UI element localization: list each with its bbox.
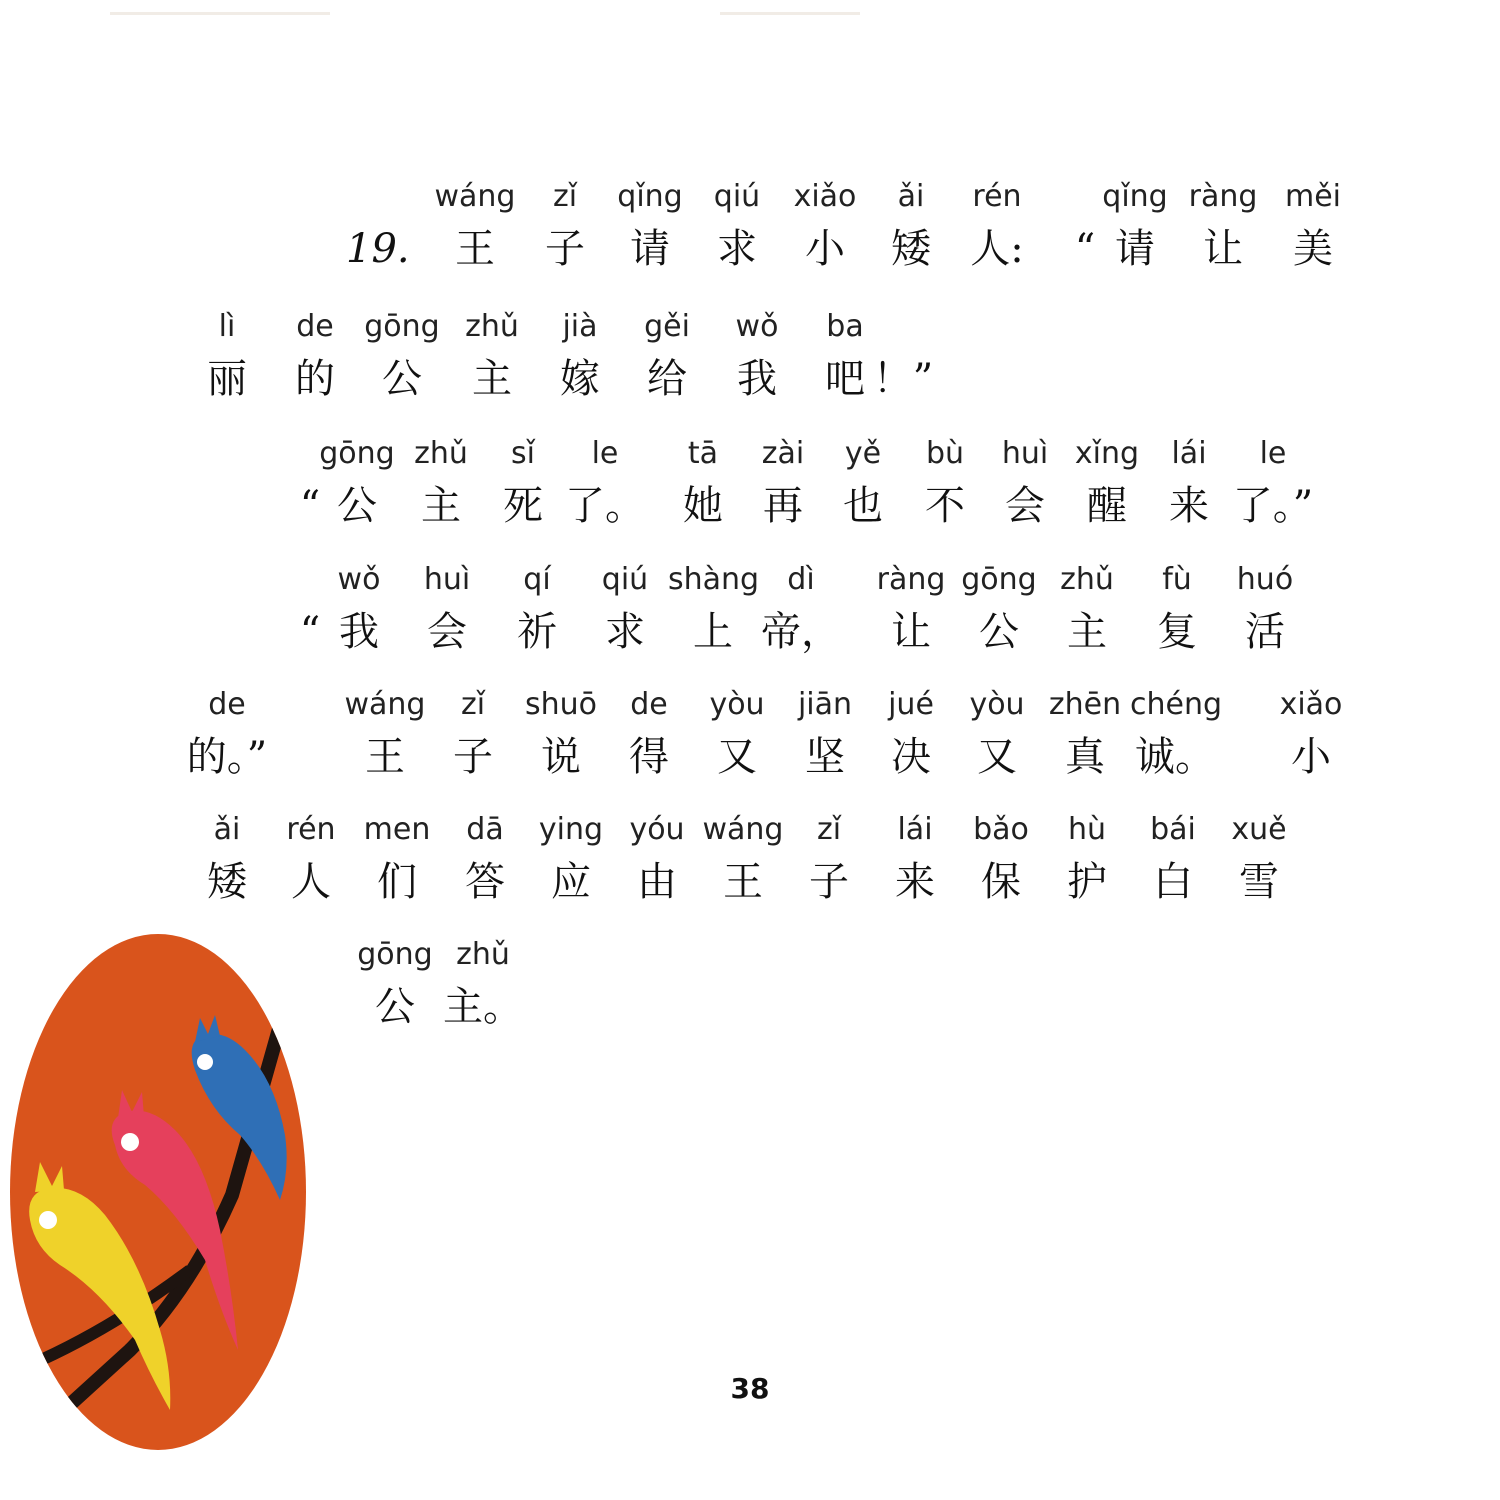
hanzi-character: 应 <box>551 859 591 905</box>
hanzi-character: 的。” <box>186 734 268 780</box>
pinyin-token <box>1128 808 1218 912</box>
pinyin-token <box>604 683 694 787</box>
pinyin-token <box>900 432 990 536</box>
pinyin-syllable: gōng <box>319 436 395 471</box>
paragraph-number: 19. <box>346 226 410 272</box>
pinyin-token <box>1228 432 1318 536</box>
pinyin-token <box>780 683 870 787</box>
pinyin-syllable: ǎi <box>213 812 241 847</box>
pinyin-token <box>870 808 960 912</box>
hanzi-character: 又 <box>977 734 1017 780</box>
pinyin-syllable: yóu <box>629 812 685 847</box>
pinyin-token <box>1062 432 1152 536</box>
pinyin-syllable: lái <box>1171 436 1207 471</box>
hanzi-character: 会 <box>1005 483 1045 529</box>
pinyin-token <box>1214 808 1304 912</box>
hanzi-character: 王 <box>365 734 405 780</box>
pinyin-syllable: bù <box>925 436 965 471</box>
pinyin-token <box>478 432 568 536</box>
pinyin-token <box>1144 432 1234 536</box>
hanzi-character: 们 <box>377 859 417 905</box>
pinyin-token <box>1040 683 1130 787</box>
hanzi-character: 公 <box>337 483 377 529</box>
hanzi-character: 主 <box>421 483 461 529</box>
hanzi-character: 真 <box>1065 734 1105 780</box>
hanzi-character: 请 <box>630 226 670 272</box>
pinyin-token <box>980 432 1070 536</box>
pinyin-token <box>858 305 948 409</box>
pinyin-token <box>866 683 956 787</box>
pinyin-syllable: zài <box>761 436 805 471</box>
pinyin-syllable: jué <box>888 687 934 722</box>
text-line <box>0 558 1500 668</box>
pinyin-syllable: dì <box>787 562 815 597</box>
pinyin-token <box>712 305 802 409</box>
pinyin-syllable: zhǔ <box>414 436 468 471</box>
pinyin-syllable: ràng <box>1188 179 1258 214</box>
pinyin-syllable: jiān <box>797 687 853 722</box>
pinyin-token <box>428 683 518 787</box>
pinyin-token <box>952 175 1042 279</box>
pinyin-syllable: xiǎo <box>793 179 857 214</box>
hanzi-character: 主 <box>472 356 512 402</box>
hanzi-character: 人 <box>291 859 331 905</box>
hanzi-character: ！” <box>872 356 934 402</box>
pinyin-syllable: yě <box>844 436 882 471</box>
pinyin-token <box>402 558 492 662</box>
hanzi-character: 主。 <box>443 984 523 1030</box>
pinyin-token <box>866 175 956 279</box>
hanzi-character: 子 <box>809 859 849 905</box>
hanzi-character: 保 <box>981 859 1021 905</box>
text-line <box>0 175 1500 285</box>
pinyin-syllable: de <box>296 309 334 344</box>
hanzi-character: 来 <box>1169 483 1209 529</box>
text-line <box>0 432 1500 542</box>
hanzi-character: 吧 <box>825 356 865 402</box>
pinyin-token <box>396 432 486 536</box>
pinyin-syllable: zǐ <box>460 687 486 722</box>
pinyin-token <box>314 558 404 662</box>
hanzi-character: 雪 <box>1239 859 1279 905</box>
pinyin-token <box>350 933 440 1037</box>
hanzi-character: 诚。 <box>1135 734 1215 780</box>
hanzi-character: 美 <box>1293 226 1333 272</box>
hanzi-character: 醒 <box>1087 483 1127 529</box>
pinyin-syllable: qiú <box>713 179 761 214</box>
pinyin-syllable: yòu <box>969 687 1025 722</box>
pinyin-syllable: zhǔ <box>456 937 510 972</box>
pinyin-token <box>430 175 520 279</box>
pinyin-syllable: huì <box>1001 436 1049 471</box>
pinyin-syllable: qiú <box>601 562 649 597</box>
pinyin-syllable: de <box>208 687 246 722</box>
hanzi-character: 求 <box>605 609 645 655</box>
pinyin-syllable: zǐ <box>552 179 578 214</box>
pinyin-token <box>270 305 360 409</box>
pinyin-syllable: ràng <box>876 562 946 597</box>
pinyin-token <box>182 683 272 787</box>
pinyin-token <box>182 808 272 912</box>
pinyin-token <box>698 808 788 912</box>
hanzi-character: 的 <box>295 356 335 402</box>
hanzi-character: 让 <box>1203 226 1243 272</box>
text-line <box>0 305 1500 415</box>
hanzi-character: 公 <box>979 609 1019 655</box>
pinyin-token <box>1266 683 1356 787</box>
pinyin-token <box>622 305 712 409</box>
pinyin-token <box>438 933 528 1037</box>
hanzi-character: 了。 <box>565 483 645 529</box>
pinyin-token <box>668 558 758 662</box>
pinyin-token <box>492 558 582 662</box>
pinyin-syllable: wǒ <box>735 309 779 344</box>
pinyin-syllable: zhǔ <box>1060 562 1114 597</box>
pinyin-syllable: wáng <box>344 687 426 722</box>
pinyin-syllable: tā <box>687 436 719 471</box>
pinyin-syllable: men <box>363 812 431 847</box>
pinyin-token <box>440 808 530 912</box>
hanzi-character: 王 <box>455 226 495 272</box>
hanzi-character: “ <box>299 483 321 529</box>
hanzi-character: 白 <box>1153 859 1193 905</box>
pinyin-syllable: rén <box>286 812 336 847</box>
scan-mark <box>720 12 860 15</box>
pinyin-token <box>535 305 625 409</box>
pinyin-token <box>658 432 748 536</box>
pinyin-token <box>738 432 828 536</box>
pinyin-token <box>756 558 846 662</box>
pinyin-syllable: hù <box>1067 812 1107 847</box>
hanzi-character: 求 <box>717 226 757 272</box>
hanzi-character: 公 <box>375 984 415 1030</box>
text-line <box>0 808 1500 918</box>
pinyin-syllable: zǐ <box>816 812 842 847</box>
text-line <box>0 683 1500 793</box>
pinyin-syllable: qǐng <box>617 179 683 214</box>
hanzi-character: 复 <box>1157 609 1197 655</box>
pinyin-syllable: le <box>591 436 619 471</box>
pinyin-token <box>818 432 908 536</box>
hanzi-character: 坚 <box>805 734 845 780</box>
pinyin-syllable: wǒ <box>337 562 381 597</box>
hanzi-character: 子 <box>545 226 585 272</box>
pinyin-token <box>580 558 670 662</box>
pinyin-syllable: shàng <box>668 562 760 597</box>
scan-mark <box>110 12 330 15</box>
pinyin-token <box>560 432 650 536</box>
hanzi-character: 答 <box>465 859 505 905</box>
pinyin-syllable: měi <box>1284 179 1341 214</box>
hanzi-character: 来 <box>895 859 935 905</box>
hanzi-character: 给 <box>647 356 687 402</box>
pinyin-syllable: huì <box>423 562 471 597</box>
hanzi-character: 让 <box>891 609 931 655</box>
hanzi-character: 我 <box>737 356 777 402</box>
pinyin-token <box>956 808 1046 912</box>
pinyin-syllable: xǐng <box>1074 436 1140 471</box>
pinyin-syllable: qí <box>523 562 551 597</box>
hanzi-character: 主 <box>1067 609 1107 655</box>
pinyin-syllable: xiǎo <box>1279 687 1343 722</box>
pinyin-syllable: le <box>1259 436 1287 471</box>
pinyin-syllable: gōng <box>357 937 433 972</box>
pinyin-syllable: huó <box>1236 562 1294 597</box>
pinyin-token <box>1042 558 1132 662</box>
pinyin-syllable: lì <box>218 309 236 344</box>
pinyin-syllable: rén <box>972 179 1022 214</box>
hanzi-character: 上 <box>693 609 733 655</box>
pinyin-token <box>1042 808 1132 912</box>
hanzi-character: 帝， <box>761 609 841 655</box>
hanzi-character: 了。” <box>1232 483 1314 529</box>
hanzi-character: 她 <box>683 483 723 529</box>
pinyin-syllable: fù <box>1162 562 1192 597</box>
pinyin-syllable: ying <box>538 812 604 847</box>
hanzi-character: “ <box>299 609 321 655</box>
pinyin-syllable: gōng <box>364 309 440 344</box>
pinyin-syllable: gěi <box>644 309 690 344</box>
page-number: 38 <box>730 1372 770 1405</box>
hanzi-character: 不 <box>925 483 965 529</box>
hanzi-character: 嫁 <box>560 356 600 402</box>
hanzi-character: “ <box>1074 226 1096 272</box>
pinyin-token <box>182 305 272 409</box>
pinyin-token <box>692 683 782 787</box>
pinyin-token <box>1268 175 1358 279</box>
hanzi-character: 矮 <box>207 859 247 905</box>
hanzi-character: 王 <box>723 859 763 905</box>
pinyin-syllable: qǐng <box>1102 179 1168 214</box>
pinyin-token <box>605 175 695 279</box>
pinyin-token <box>447 305 537 409</box>
hanzi-character: 我 <box>339 609 379 655</box>
pinyin-token <box>784 808 874 912</box>
pinyin-syllable: chéng <box>1130 687 1223 722</box>
pinyin-token <box>612 808 702 912</box>
pinyin-syllable: ba <box>826 309 864 344</box>
hanzi-character: 说 <box>541 734 581 780</box>
pinyin-syllable: wáng <box>702 812 784 847</box>
hanzi-character: 由 <box>637 859 677 905</box>
hanzi-character: 也 <box>843 483 883 529</box>
pinyin-syllable: bái <box>1150 812 1196 847</box>
pinyin-syllable: xuě <box>1231 812 1287 847</box>
pinyin-syllable: lái <box>897 812 933 847</box>
pinyin-token <box>526 808 616 912</box>
hanzi-character: 活 <box>1245 609 1285 655</box>
pinyin-token <box>780 175 870 279</box>
pinyin-syllable: shuō <box>524 687 597 722</box>
pinyin-syllable: de <box>630 687 668 722</box>
pinyin-token <box>266 808 356 912</box>
pinyin-token <box>312 432 402 536</box>
pinyin-token <box>954 558 1044 662</box>
hanzi-character: 小 <box>805 226 845 272</box>
pinyin-syllable: sǐ <box>511 436 535 471</box>
pinyin-token <box>1130 683 1223 787</box>
pinyin-token <box>352 808 442 912</box>
hanzi-character: 会 <box>427 609 467 655</box>
hanzi-character: 再 <box>763 483 803 529</box>
pinyin-syllable: gōng <box>961 562 1037 597</box>
pinyin-token <box>1132 558 1222 662</box>
hanzi-character: 公 <box>382 356 422 402</box>
pinyin-syllable: dā <box>466 812 504 847</box>
pinyin-syllable: yòu <box>709 687 765 722</box>
hanzi-character: 小 <box>1291 734 1331 780</box>
pinyin-syllable: zhǔ <box>465 309 519 344</box>
pinyin-token <box>516 683 606 787</box>
pinyin-token <box>952 683 1042 787</box>
pinyin-syllable <box>858 305 948 349</box>
hanzi-character: 护 <box>1067 859 1107 905</box>
hanzi-character: 又 <box>717 734 757 780</box>
pinyin-syllable: ǎi <box>897 179 925 214</box>
pinyin-syllable: zhēn <box>1048 687 1122 722</box>
hanzi-character: 矮 <box>891 226 931 272</box>
hanzi-character: 丽 <box>207 356 247 402</box>
pinyin-token <box>866 558 956 662</box>
hanzi-character: 决 <box>891 734 931 780</box>
hanzi-character: 得 <box>629 734 669 780</box>
pinyin-syllable: jià <box>562 309 598 344</box>
pinyin-token <box>340 683 430 787</box>
parrots-illustration <box>0 930 320 1470</box>
hanzi-character: 祈 <box>517 609 557 655</box>
pinyin-syllable: wáng <box>434 179 516 214</box>
hanzi-character: 死 <box>503 483 543 529</box>
pinyin-token <box>1220 558 1310 662</box>
hanzi-character: 子 <box>453 734 493 780</box>
pinyin-token <box>520 175 610 279</box>
pinyin-token <box>692 175 782 279</box>
hanzi-character: 请 <box>1115 226 1155 272</box>
pinyin-syllable: bǎo <box>973 812 1029 847</box>
pinyin-token <box>1090 175 1180 279</box>
pinyin-token <box>357 305 447 409</box>
hanzi-character: 人: <box>970 226 1024 272</box>
pinyin-token <box>1178 175 1268 279</box>
